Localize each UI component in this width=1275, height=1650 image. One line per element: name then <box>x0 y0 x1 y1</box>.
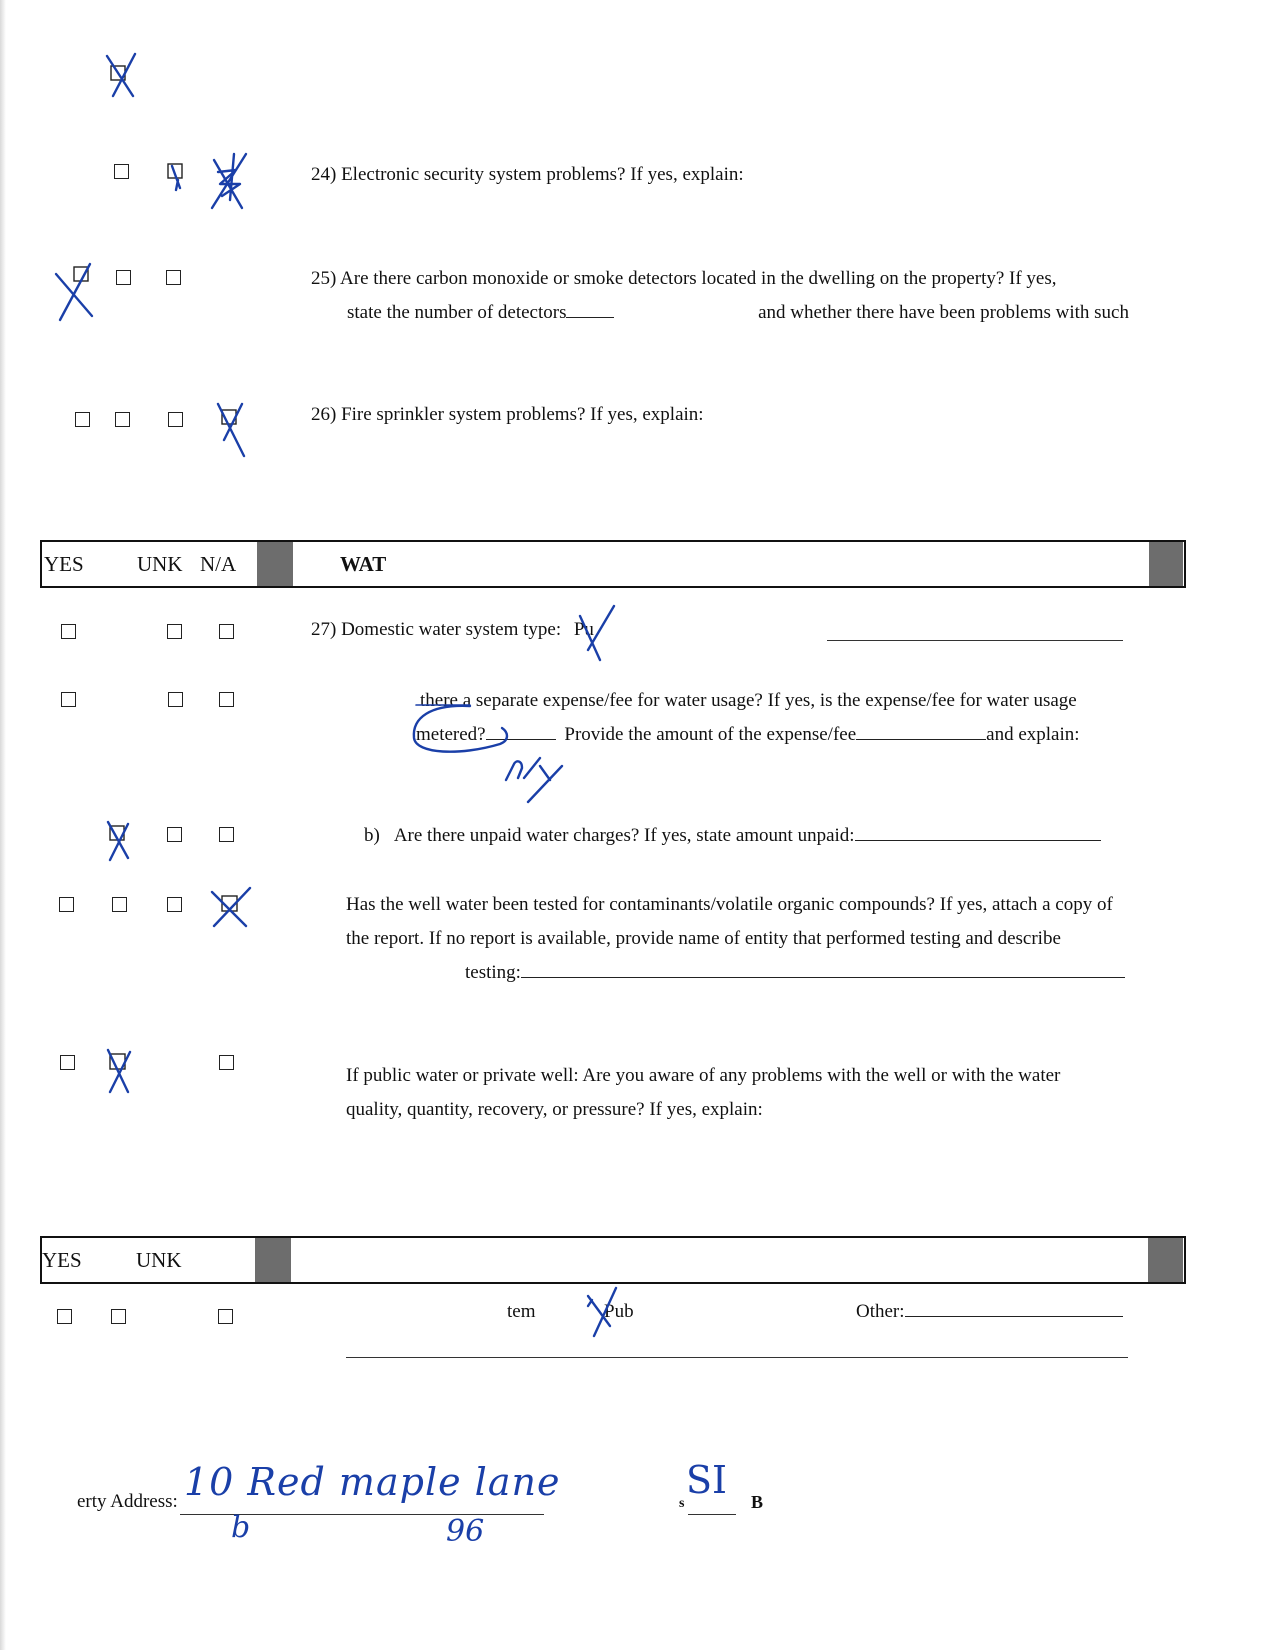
question-25-line2 <box>347 296 1129 330</box>
question-24-text: 24) Electronic security system problems? If yes, explain: <box>311 164 744 185</box>
question-27a-line1: there a separate expense/fee for water usage? If yes, is the expense/fee for water usage <box>420 690 1077 711</box>
header-unk: UNK <box>136 1248 182 1272</box>
header-unk: UNK <box>137 552 183 576</box>
metered-blank[interactable] <box>486 721 556 740</box>
q27-other-blank[interactable] <box>827 640 1123 641</box>
testing-label: testing: <box>465 962 521 983</box>
checkbox-well-no[interactable] <box>112 897 127 912</box>
checkbox-sewer-no[interactable] <box>111 1309 126 1324</box>
other-label: Other: <box>856 1301 905 1322</box>
question-27-text <box>311 613 594 647</box>
checkbox-sewer-yes[interactable] <box>57 1309 72 1324</box>
property-address-label: erty Address: <box>77 1491 178 1512</box>
testing-blank[interactable] <box>521 959 1125 978</box>
header-yes: YES <box>44 552 84 576</box>
initials-line[interactable] <box>688 1514 736 1515</box>
checkbox-well-yes[interactable] <box>59 897 74 912</box>
checkbox-well-unk[interactable] <box>167 897 182 912</box>
question-27b-body: Are there unpaid water charges? If yes, state amount unpaid: <box>393 825 855 846</box>
amount-blank[interactable] <box>856 721 986 740</box>
checkmark-q24-na[interactable] <box>166 160 188 194</box>
question-27b-text <box>364 819 1101 853</box>
handwriting-n-y <box>502 756 564 806</box>
water-problems-line1: If public water or private well: Are you aware of any problems with the well or with the water <box>346 1065 1061 1086</box>
well-testing-line1: Has the well water been tested for contaminants/volatile organic compounds? If yes, attach a copy of <box>346 894 1113 915</box>
header-yes: YES <box>42 1248 82 1272</box>
section-title-water: WAT <box>340 552 387 576</box>
initials-b-label: B <box>751 1492 764 1512</box>
provide-amount-label: Provide the amount of the expense/fee <box>564 724 857 745</box>
question-25-line2-b: and whether there have been problems with such <box>758 302 1129 323</box>
checkbox-sewer-na[interactable] <box>218 1309 233 1324</box>
initials-value: SI <box>686 1458 728 1502</box>
checkbox-q26-yes[interactable] <box>75 412 90 427</box>
unpaid-amount-blank[interactable] <box>855 822 1101 841</box>
checkbox-q27b-unk[interactable] <box>167 827 182 842</box>
question-25-line1: 25) Are there carbon monoxide or smoke detectors located in the dwelling on the property? If yes, <box>311 268 1057 289</box>
question-27a-line2 <box>416 718 1080 752</box>
checkmark-q23-yes[interactable] <box>103 52 139 102</box>
checkmark-q26-na[interactable] <box>214 400 248 460</box>
water-section-header <box>40 540 1186 588</box>
checkbox-q27a-na[interactable] <box>219 692 234 707</box>
metered-label: metered? <box>416 724 486 745</box>
checkbox-q27-unk[interactable] <box>167 624 182 639</box>
header-shade-left <box>257 542 293 586</box>
header-shade-right <box>1149 542 1183 586</box>
sewer-other <box>856 1295 1123 1329</box>
property-address-value: 10 Red maple lane <box>184 1460 561 1504</box>
other-blank[interactable] <box>905 1298 1123 1317</box>
water-problems-line2: quality, quantity, recovery, or pressure? If yes, explain: <box>346 1099 763 1120</box>
checkbox-q27b-na[interactable] <box>219 827 234 842</box>
checkbox-problems-na[interactable] <box>219 1055 234 1070</box>
checkmark-problems-no[interactable] <box>104 1048 132 1096</box>
address-sub-left: b <box>231 1510 251 1545</box>
checkbox-q25-no[interactable] <box>116 270 131 285</box>
checkbox-problems-yes[interactable] <box>60 1055 75 1070</box>
detectors-count-blank[interactable] <box>566 299 614 318</box>
water-type-public-option[interactable] <box>574 619 594 640</box>
header-na: N/A <box>200 552 237 576</box>
checkbox-q26-unk[interactable] <box>168 412 183 427</box>
well-testing-line2: the report. If no report is available, provide name of entity that performed testing and describe <box>346 928 1061 949</box>
sewer-section-header <box>40 1236 1186 1284</box>
question-26-text: 26) Fire sprinkler system problems? If yes, explain: <box>311 404 704 425</box>
question-27-label: 27) Domestic water system type: <box>311 619 562 640</box>
page-edge <box>0 0 6 1650</box>
initials-s-label: s <box>679 1496 685 1511</box>
checkbox-q24-unk[interactable] <box>114 164 129 179</box>
sewer-public-label[interactable]: Pub <box>604 1301 634 1322</box>
checkmark-q25-yes[interactable] <box>52 262 96 324</box>
scribble-q24[interactable] <box>206 150 252 212</box>
header-shade-right <box>1148 1238 1183 1282</box>
checkbox-q27a-unk[interactable] <box>168 692 183 707</box>
header-shade-left <box>255 1238 291 1282</box>
checkbox-q27-na[interactable] <box>219 624 234 639</box>
checkmark-q27b-no[interactable] <box>104 818 132 864</box>
explain-label: and explain: <box>986 724 1080 745</box>
sewer-explain-line[interactable] <box>346 1357 1128 1358</box>
checkbox-q27-yes[interactable] <box>61 624 76 639</box>
well-testing-line3 <box>465 956 1125 990</box>
sewer-type-label: tem <box>507 1301 536 1322</box>
address-sub-right: 96 <box>446 1514 485 1549</box>
question-27b-label: b) <box>364 825 380 846</box>
water-type-public-label: Pu <box>573 619 594 640</box>
question-25-line2-a: state the number of detectors <box>347 302 567 323</box>
checkbox-q26-no[interactable] <box>115 412 130 427</box>
checkmark-well-na[interactable] <box>210 886 252 930</box>
checkbox-q25-unk[interactable] <box>166 270 181 285</box>
checkbox-q27a-yes[interactable] <box>61 692 76 707</box>
